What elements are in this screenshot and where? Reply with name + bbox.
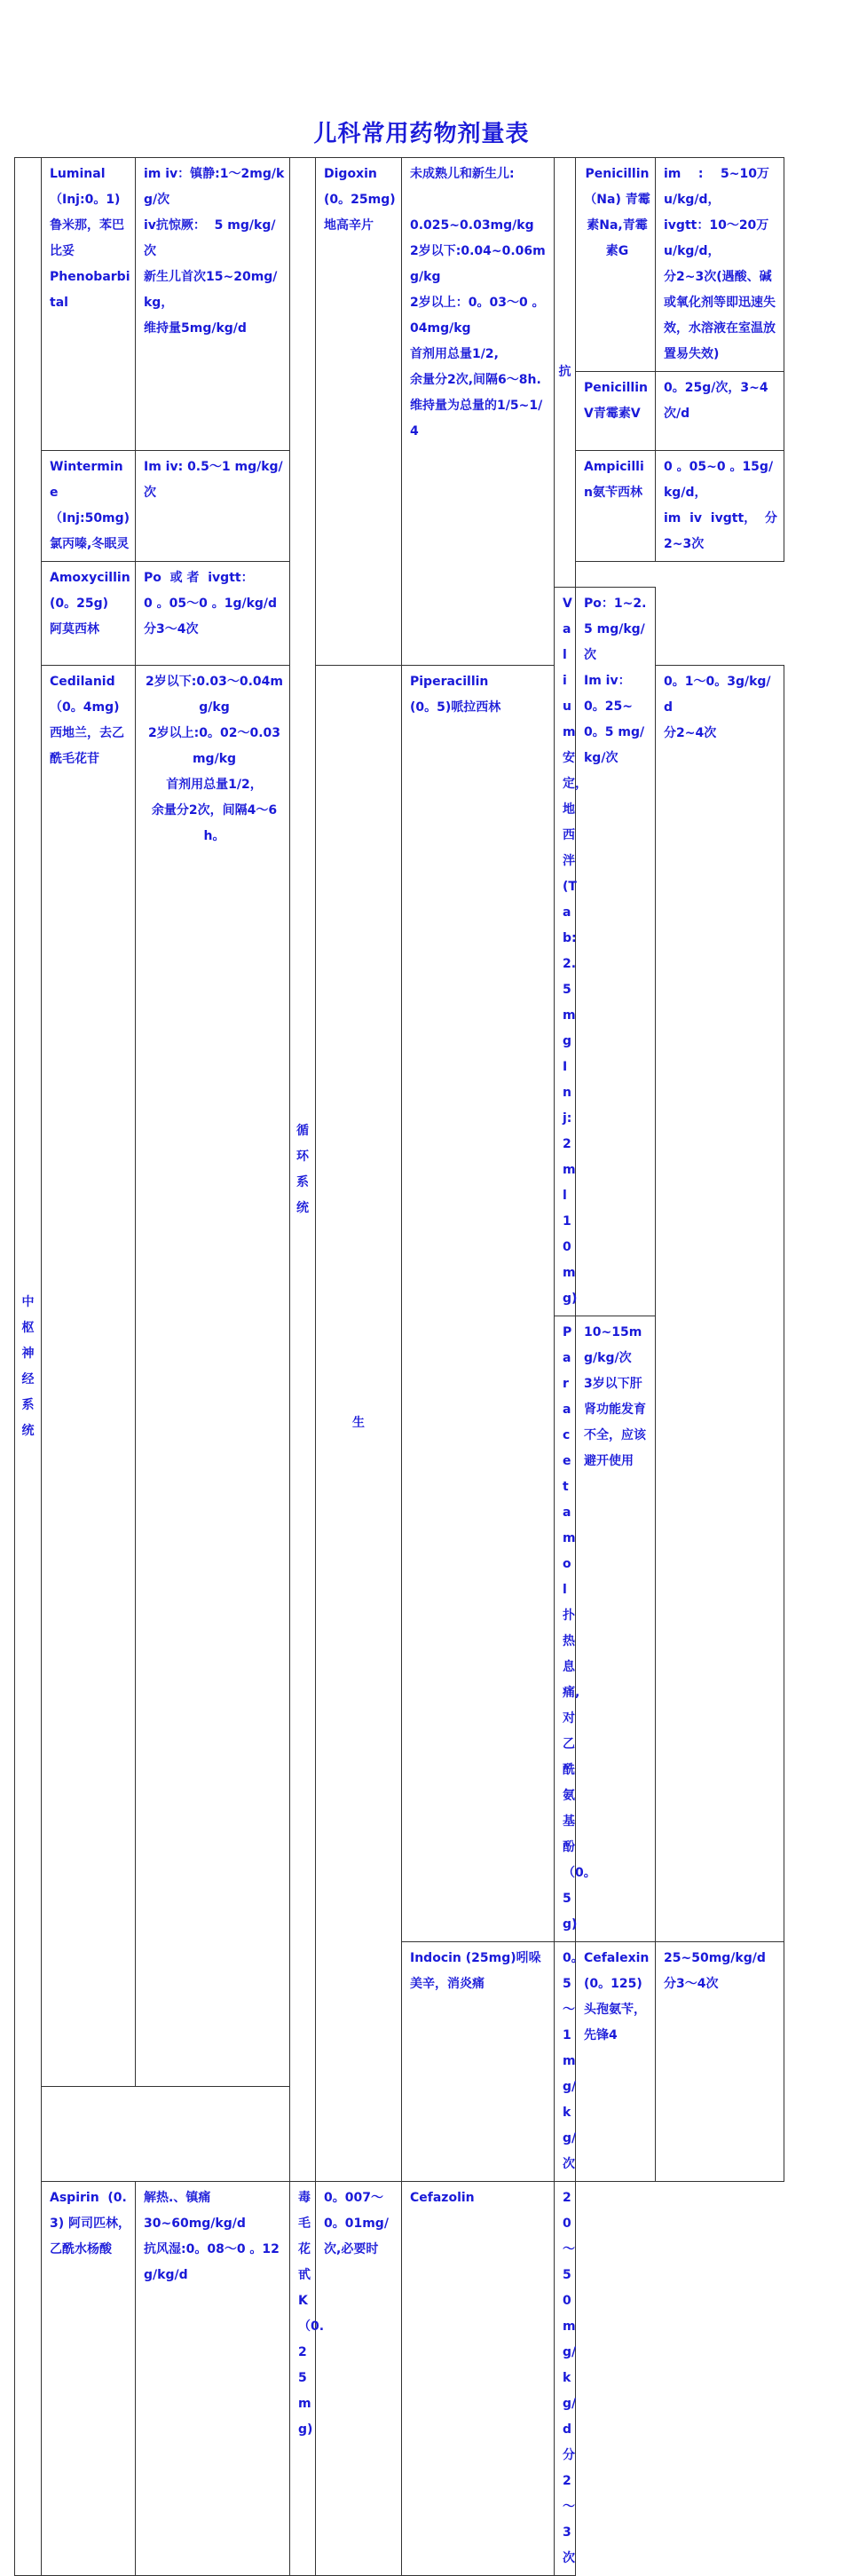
drug-dose-luminal: im iv：镇静:1～2mg/kg/次 iv抗惊厥： 5 mg/kg/次 新生儿首次15~20mg/kg， 维持量5mg/kg/d [136,158,290,451]
drug-dose-aspirin: 解热.、镇痛 30~60mg/kg/d 抗风湿:0。08～0 。12g/kg/d [136,2182,290,2576]
drug-name-amoxycillin: Amoxycillin (0。25g) 阿莫西林 [42,562,136,666]
drug-dose-strophanthin-k: 0。007～0。01mg/次,必要时 [316,2182,402,2576]
drug-name-cedilanid: Cedilanid （0。4mg) 西地兰，去乙酰毛花苷 [42,666,136,2087]
system-anti-bottom: 生 [316,666,402,2182]
drug-name-indocin: Indocin (25mg)吲哚美辛，消炎痛 [402,1942,555,2182]
drug-dose-cefalexin: 25~50mg/kg/d 分3～4次 [656,1942,784,2182]
drug-dose-cefazolin: 20～50mg/kg/d 分2～3次 [555,2182,576,2576]
drug-dose-ampicillin: 0 。05~0 。15g/kg/d， im iv ivgtt， 分2~3次 [656,451,784,562]
drug-name-luminal: Luminal （Inj:0。1)鲁米那，苯巴比妥 Phenobarbital [42,158,136,451]
drug-name-wintermine: Wintermine （Inj:50mg) 氯丙嗪,冬眠灵 [42,451,136,562]
drug-name-valium: Valium安定，地西泮 (Tab:2.5mg Inj:2ml 10mg) [555,588,576,1316]
document-title: 儿科常用药物剂量表 [313,121,530,147]
drug-dose-paracetamol: 10~15mg/kg/次 3岁以下肝肾功能发育不全，应该避开使用 [576,1316,656,1942]
drug-name-digoxin: Digoxin (0。25mg) 地高辛片 [316,158,402,666]
drug-dose-valium: Po：1~2.5 mg/kg/次 Im iv：0。25~0。5 mg/kg/次 [576,588,656,1316]
drug-dose-penicillin-v: 0。25g/次，3~4次/d [656,372,784,451]
drug-dose-wintermine: Im iv: 0.5～1 mg/kg/次 [136,451,290,562]
drug-name-paracetamol: Paracetamol扑热息痛,对乙酰氨基酚 （0。5g) [555,1316,576,1942]
drug-name-cefalexin: Cefalexin (0。125) 头孢氨苄， 先锋4 [576,1942,656,2182]
drug-name-penicillin-v: Penicillin V青霉素V [576,372,656,451]
drug-dosage-table [14,157,784,2576]
drug-name-strophanthin-k: 毒毛花甙K （0.25mg) [290,2182,316,2576]
system-anti-top: 抗 [555,158,576,588]
drug-name-penicillin: Penicillin （Na) 青霉素Na,青霉素G [576,158,656,372]
drug-name-aspirin: Aspirin (0. 3) 阿司匹林，乙酰水杨酸 [42,2182,136,2576]
drug-name-ampicillin: Ampicillin氨苄西林 [576,451,656,562]
drug-dose-digoxin: 未成熟儿和新生儿: 0.025~0.03mg/kg 2岁以下:0.04~0.06mg/kg 2岁以上：0。03～0 。04mg/kg 首剂用总量1/2, 余量分2次,间隔6～8h. 维持量为总量的1/5~1/4 [402,158,555,666]
drug-dose-amoxycillin: Po 或 者 ivgtt： 0 。05～0 。1g/kg/d 分3～4次 [136,562,290,666]
drug-dose-piperacillin: 0。1～0。3g/kg/d 分2~4次 [656,666,784,1942]
drug-dose-indocin: 0。5～1 mg/kg/次 [555,1942,576,2182]
drug-dose-cedilanid: 2岁以下:0.03～0.04mg/kg 2岁以上:0。02～0.03mg/kg 首剂用总量1/2， 余量分2次，间隔4～6h。 [136,666,290,2087]
drug-dose-penicillin: im : 5~10万u/kg/d， ivgtt：10～20万u/kg/d， 分2~3次(遇酸、碱或氧化剂等即迅速失效，水溶液在室温放置易失效) [656,158,784,372]
system-cns: 中 枢 神 经 系 统 [15,158,42,2576]
drug-name-cefazolin: Cefazolin [402,2182,555,2576]
system-circulatory: 循 环 系 统 [290,158,316,2182]
drug-name-piperacillin: Piperacillin (0。5)哌拉西林 [402,666,555,1942]
